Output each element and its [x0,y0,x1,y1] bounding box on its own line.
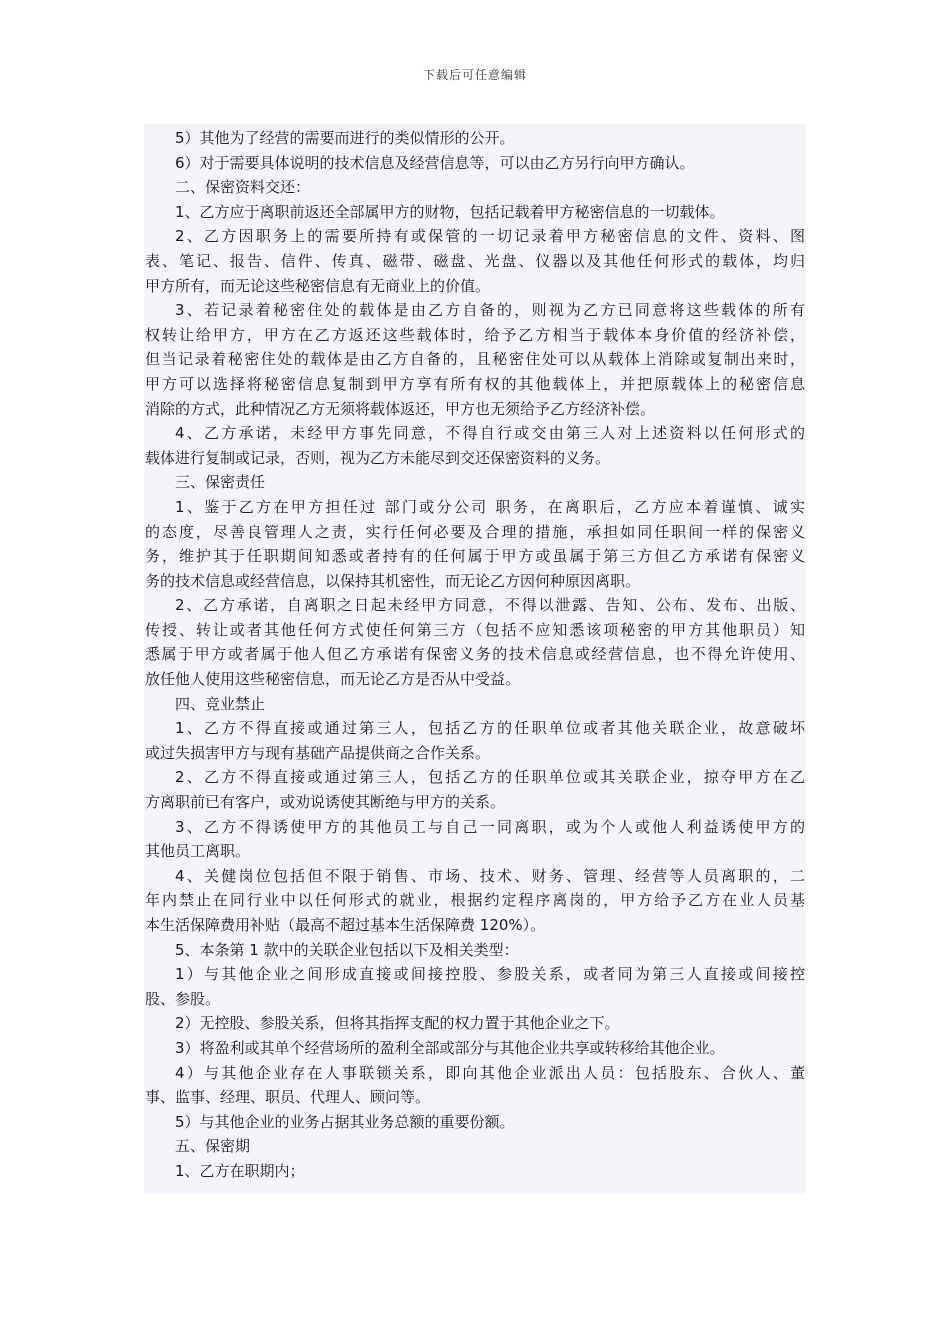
paragraph-line: 2、乙方承诺，自离职之日起未经甲方同意，不得以泄露、告知、公布、发布、出版、 [175,596,805,615]
paragraph-line: 1、乙方在职期内； [175,1161,305,1180]
paragraph-line: 其他员工离职。 [145,842,251,861]
paragraph-line: 1、乙方不得直接或通过第三人，包括乙方的任职单位或者其他关联企业，故意破坏 [175,719,805,738]
paragraph-line: 3、乙方不得诱使甲方的其他员工与自己一同离职，或为个人或他人利益诱使甲方的 [175,817,805,836]
paragraph-line: 甲方所有，而无论这些秘密信息有无商业上的价值。 [145,276,491,295]
page-header-note: 下载后可任意编辑 [422,68,527,82]
paragraph-line: 甲方可以选择将秘密信息复制到甲方享有所有权的其他载体上，并把原载体上的秘密信息 [145,374,805,393]
paragraph-line: 或过失损害甲方与现有基础产品提供商之合作关系。 [145,743,491,762]
paragraph-line: 4、乙方承诺，未经甲方事先同意，不得自行或交由第三人对上述资料以任何形式的 [175,424,805,443]
paragraph-line: 载体进行复制或记录，否则，视为乙方未能尽到交还保密资料的义务。 [145,448,611,467]
paragraph-line: 4、关健岗位包括但不限于销售、市场、技术、财务、管理、经营等人员离职的，二 [175,866,805,885]
paragraph-line: 权转让给甲方，甲方在乙方返还这些载体时，给予乙方相当于载体本身价值的经济补偿， [145,325,805,344]
paragraph-line: 本生活保障费用补贴（最高不超过基本生活保障费 120%）。 [145,916,546,934]
paragraph-line: 悉属于甲方或者属于他人但乙方承诺有保密义务的技术信息或经营信息，也不得允许使用、 [145,645,805,664]
paragraph-line: 事、监事、经理、职员、代理人、顾问等。 [145,1088,431,1107]
paragraph-line: 3、若记录着秘密住处的载体是由乙方自备的，则视为乙方已同意将这些载体的所有 [175,301,805,320]
paragraph-line: 三、保密责任 [175,473,266,492]
paragraph-line: 四、竞业禁止 [175,694,266,713]
document-body [144,124,806,1194]
paragraph-line: 4）与其他企业存在人事联锁关系，即向其他企业派出人员：包括股东、合伙人、董 [175,1063,805,1082]
paragraph-line: 的态度，尽善良管理人之责，实行任何必要及合理的措施，承担如同任职间一样的保密义 [145,522,805,541]
paragraph-line: 2）无控股、参股关系，但将其指挥支配的权力置于其他企业之下。 [175,1014,620,1033]
paragraph-line: 年内禁止在同行业中以任何形式的就业，根据约定程序离岗的，甲方给予乙方在业人员基 [145,891,805,910]
paragraph-line: 方离职前已有客户，或劝说诱使其断绝与甲方的关系。 [145,793,506,812]
paragraph-line: 务，维护其于任职期间知悉或者持有的任何属于甲方或虽属于第三方但乙方承诺有保密义 [145,547,805,566]
paragraph-line: 股、参股。 [145,989,221,1008]
paragraph-line: 传授、转让或者其他任何方式使任何第三方（包括不应知悉该项秘密的甲方其他职员）知 [145,620,805,639]
paragraph-line: 1、鉴于乙方在甲方担任过 部门或分公司 职务，在离职后，乙方应本着谨慎、诚实 [175,497,805,516]
paragraph-line: 3）将盈利或其单个经营场所的盈利全部或部分与其他企业共享或转移给其他企业。 [175,1038,725,1057]
paragraph-line: 放任他人使用这些秘密信息，而无论乙方是否从中受益。 [145,670,521,689]
paragraph-line: 1）与其他企业之间形成直接或间接控股、参股关系，或者同为第三人直接或间接控 [175,965,805,984]
paragraph-line: 二、保密资料交还： [175,178,311,197]
paragraph-line: 但当记录着秘密住处的载体是由乙方自备的，且秘密住处可以从载体上消除或复制出来时， [145,350,805,369]
paragraph-line: 6）对于需要具体说明的技术信息及经营信息等，可以由乙方另行向甲方确认。 [175,153,695,172]
paragraph-line: 2、乙方不得直接或通过第三人，包括乙方的任职单位或其关联企业，掠夺甲方在乙 [175,768,805,787]
paragraph-line: 消除的方式，此种情况乙方无须将载体返还，甲方也无须给予乙方经济补偿。 [145,399,656,418]
paragraph-line: 务的技术信息或经营信息，以保持其机密性，而无论乙方因何种原因离职。 [145,571,641,590]
paragraph-line: 五、保密期 [175,1137,251,1156]
paragraph-line: 表、笔记、报告、信件、传真、磁带、磁盘、光盘、仪器以及其他任何形式的载体，均归 [145,251,805,270]
paragraph-line: 2、乙方因职务上的需要所持有或保管的一切记录着甲方秘密信息的文件、资料、图 [175,227,805,246]
paragraph-line: 1、乙方应于离职前返还全部属甲方的财物，包括记载着甲方秘密信息的一切载体。 [175,202,725,221]
paragraph-line: 5）与其他企业的业务占据其业务总额的重要份额。 [175,1112,515,1131]
paragraph-line: 5）其他为了经营的需要而进行的类似情形的公开。 [175,129,515,147]
paragraph-line: 5、本条第 1 款中的关联企业包括以下及相关类型： [175,940,519,959]
